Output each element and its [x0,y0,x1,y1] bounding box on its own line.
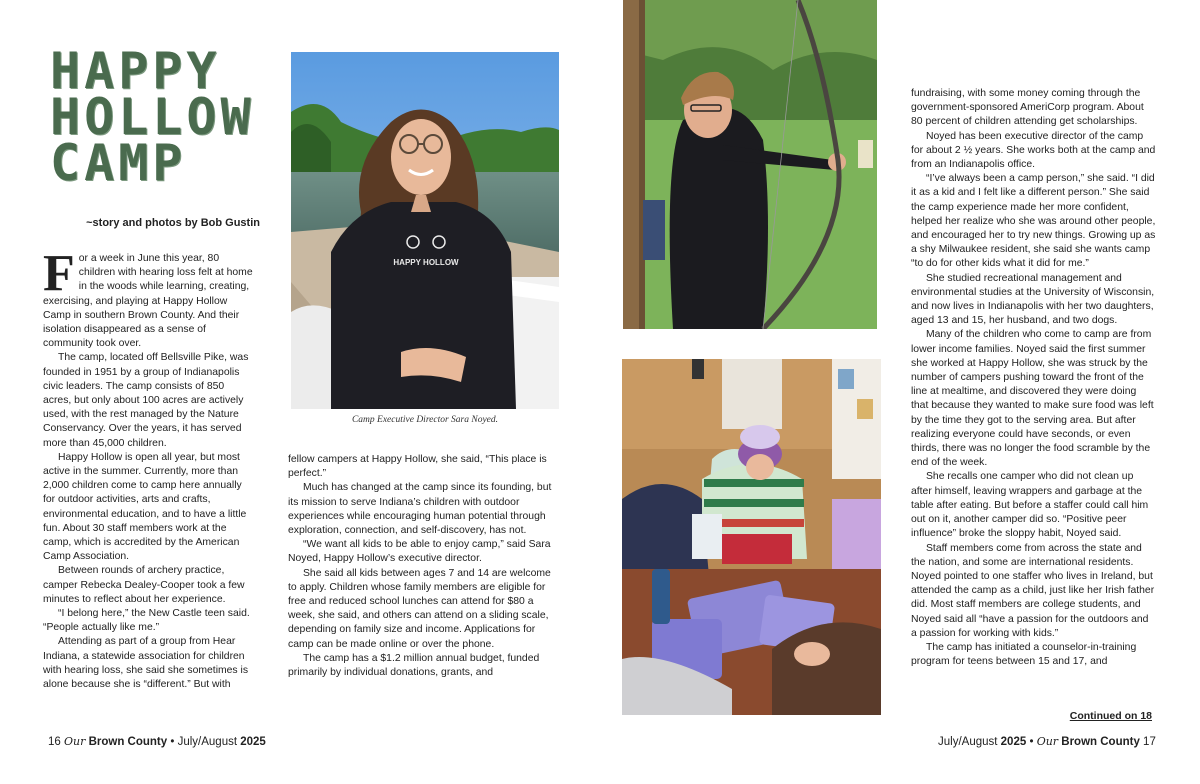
paragraph: fundraising, with some money coming through the government-sponsored AmeriCorp program. About 80 percent of children attending get scholarships. [911,88,1144,128]
photo-sara-noyed [291,52,559,409]
article-column-1 [43,245,255,692]
title-line-3: CAMP [50,134,187,192]
magazine-name: Brown County [88,736,168,748]
photo-caption: Camp Executive Director Sara Noyed. [351,415,499,425]
paragraph: “I’ve always been a camp person,” she said. “I did it as a kid and I felt like a different person.” She said the camp experience made her more confident, helped her realize who she was around other people, and encouraged her to try new things. Growing up as a shy Milwaukee resident, she said she wants camp “to do for other kids what it did for me.” [911,173,1156,270]
title-line-1: HAPPY [50,42,221,100]
paragraph: “We want all kids to be able to enjoy camp,” said Sara Noyed, Happy Hollow’s executive director. [288,539,551,565]
byline: ~story and photos by Bob Gustin [86,217,260,229]
continued-link[interactable]: Continued on 18 [1069,710,1152,722]
paragraph: The camp has initiated a counselor-in-training program for teens between 15 and 17, and [911,641,1137,668]
hoodie-logo-text: HAPPY HOLLOW [393,258,459,267]
paragraph: The camp has a $1.2 million annual budget, funded primarily by individual donations, grants, and [288,652,540,679]
issue-year: 2025 [1000,736,1027,748]
article-title [50,42,270,192]
magazine-our: Our [1036,735,1059,748]
paragraph: fellow campers at Happy Hollow, she said, “This place is perfect.” [288,454,547,480]
title-line-2: HOLLOW [50,88,255,146]
issue-month: July/August [177,736,238,748]
paragraph: Noyed has been executive director of the camp for about 2 ½ years. She works both at the camp and from an Indianapolis office. [911,130,1156,171]
article-column-3 [911,87,1156,669]
paragraph: She said all kids between ages 7 and 14 are welcome to apply. Children whose family members are eligible for free and reduced school lunches can attend for $80 a week, she said, and others can attend on a sliding scale, depending on family size and income. Applications for camp can be made online or over the phone. [288,567,551,650]
drop-cap: F [43,245,75,302]
paragraph: Attending as part of a group from Hear Indiana, a statewide association for children with hearing loss, she said she sometimes is alone because she is “different.” But with [43,636,249,691]
folio-separator: • [170,736,175,748]
page-number: 17 [1143,736,1156,748]
paragraph: For a week in June this year, 80 children with hearing loss felt at home in the woods while learning, creating, exercising, and playing at Happy Hollow Camp in southern Brown County. And their isolation disappeared as a sense of community took over. [43,245,253,350]
article-column-2 [288,453,553,680]
folio-right [938,735,1156,748]
photo-crafts-table [622,359,881,715]
magazine-name: Brown County [1061,736,1140,748]
page-number: 16 [48,736,61,748]
paragraph: Between rounds of archery practice, camper Rebecka Dealey-Cooper took a few minutes to reflect about her experience. [43,565,245,605]
paragraph: Much has changed at the camp since its founding, but its mission to serve Indiana’s children with outdoor experiences while encouraging human potential through exploration, connection, and self-discovery, has not. [288,482,552,537]
issue-year: 2025 [240,736,266,748]
paragraph: The camp, located off Bellsville Pike, was founded in 1951 by a group of Indianapolis civic leaders. The camp consists of 850 acres, but only about 100 acres are actively used, with the rest managed by the Nature Conservancy. Over the years, it has served more than 45,000 children. [43,352,249,449]
folio-separator: • [1029,736,1034,748]
photo-archery [623,0,877,329]
paragraph: She studied recreational management and environmental studies at the University of Wisconsin, and now lives in Indianapolis with her two daughters, aged 13 and 15, her husband, and two dogs. [911,272,1155,327]
issue-month: July/August [938,736,998,748]
paragraph: “I belong here,” the New Castle teen said. “People actually like me.” [43,608,250,634]
paragraph: Happy Hollow is open all year, but most active in the summer. Currently, more than 2,000 children come to camp here annually for outdoor activities, arts and crafts, environmental education, and to have a little fun. About 30 staff members work at the camp, which is accredited by the American Camp Association. [43,451,247,563]
paragraph: Staff members come from across the state and the nation, and some are international residents. Noyed pointed to one staffer who lives in Ireland, but attended the camp as a child, just like her Irish father did. Most staff members are college students, and Noyed said all “have a passion for the outdoors and a passion for working with kids.” [911,542,1155,639]
magazine-our: Our [64,735,86,748]
paragraph: Many of the children who come to camp are from lower income families. Noyed said the first summer she worked at Happy Hollow, she was struck by the number of campers pushing toward the front of the line at mealtime, and discovered they were doing that because they wanted to make sure food was left by the time they got to the serving area. But after realizing everyone could have seconds, or even thirds, there was no longer the food scramble by the end of the week. [911,329,1154,469]
paragraph: She recalls one camper who did not clean up after himself, leaving wrappers and garbage at the table after eating. But before a staffer could call him out on it, another camper did so. “Positive peer influence” broke the sloppy habit, Noyed said. [911,471,1149,540]
folio-left [48,735,266,748]
